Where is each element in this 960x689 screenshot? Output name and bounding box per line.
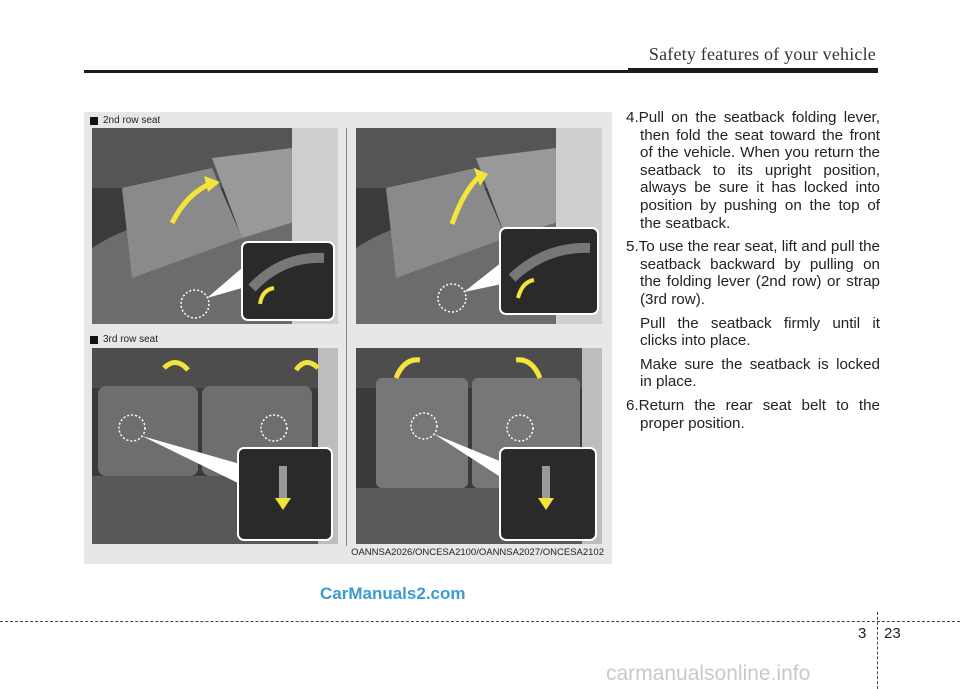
step-6: 6.Return the rear seat belt to the proper position. [626, 396, 880, 432]
chapter-number: 3 [858, 625, 867, 642]
footer-watermark: carmanualsonline.info [606, 662, 811, 685]
seat-illustration-figure [84, 112, 612, 564]
step-4: 4.Pull on the seatback folding lever, then fold the seat toward the front of the vehicle. When you return the seatback to its upright position, always be sure it has locked into position by pushing on the top of the seatback. [626, 109, 880, 232]
bullet-square-icon [90, 336, 98, 344]
photo-3rd-row-return [356, 348, 602, 544]
bullet-square-icon [90, 117, 98, 125]
label-3rd-row-text: 3rd row seat [103, 334, 159, 345]
section-title: Safety features of your vehicle [648, 44, 876, 64]
step-5-note-1: Pull the seatback firmly until it clicks into place. [640, 314, 880, 350]
step-5: 5.To use the rear seat, lift and pull the seatback backward by pulling on the folding lever (2nd row) or strap (3rd row). [626, 238, 880, 308]
footer-tick [877, 612, 878, 689]
photo-2nd-row-return [356, 128, 602, 324]
label-2nd-row [90, 115, 160, 126]
footer-rule [0, 621, 960, 622]
step-5-note-2: Make sure the seatback is locked in place. [640, 355, 880, 391]
watermark-link[interactable]: CarManuals2.com [320, 584, 466, 603]
photo-2nd-row-fold [92, 128, 338, 324]
page-number: 23 [884, 625, 901, 642]
photo-3rd-row-fold [92, 348, 338, 544]
instructions [626, 109, 880, 432]
label-3rd-row [90, 334, 158, 345]
header-rule-accent [628, 68, 878, 73]
figure-divider [346, 128, 347, 546]
figure-caption: OANNSA2026/ONCESA2100/OANNSA2027/ONCESA2102 [351, 547, 604, 558]
label-2nd-row-text: 2nd row seat [103, 115, 161, 126]
